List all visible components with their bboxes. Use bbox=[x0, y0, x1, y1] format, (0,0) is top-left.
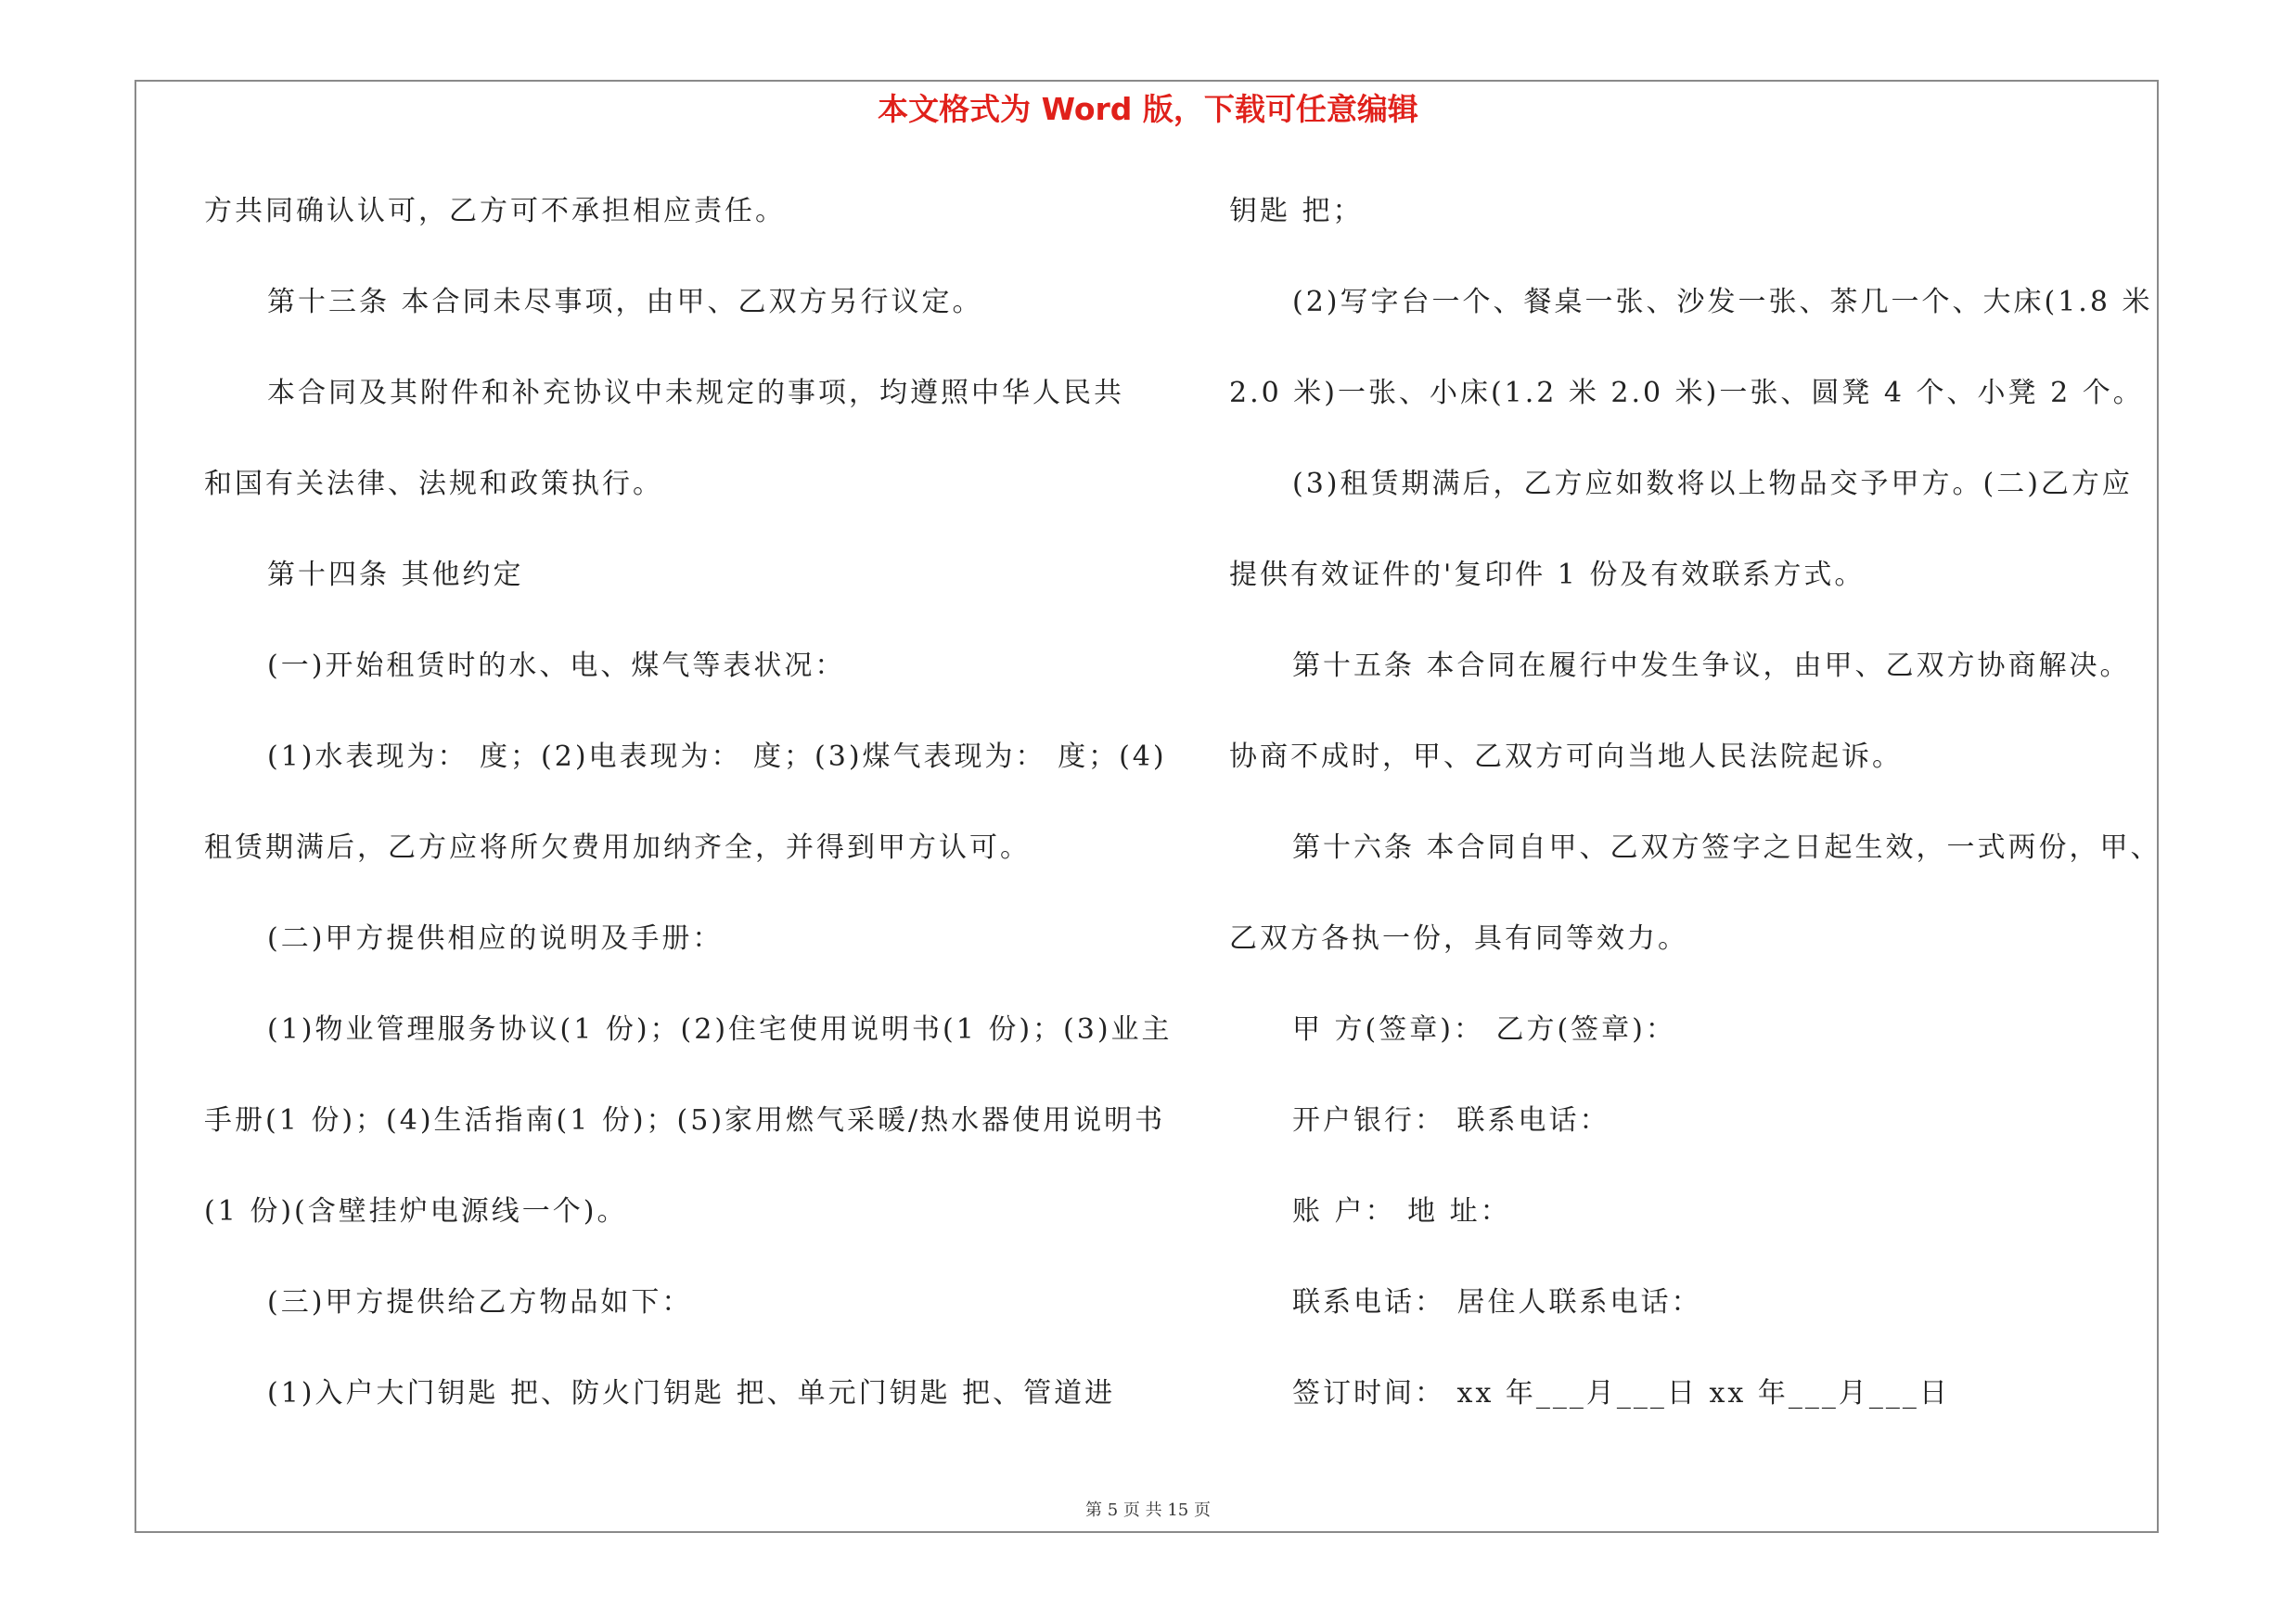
left-column bbox=[204, 184, 1173, 1457]
paragraph-line: 2.0 米)一张、小床(1.2 米 2.0 米)一张、圆凳 4 个、小凳 2 个。 bbox=[1229, 377, 2144, 409]
paragraph-line: 租赁期满后，乙方应将所欠费用加纳齐全，并得到甲方认可。 bbox=[204, 831, 1031, 864]
paragraph-line: 提供有效证件的'复印件 1 份及有效联系方式。 bbox=[1229, 559, 1866, 591]
paragraph-line: (一)开始租赁时的水、电、煤气等表状况： bbox=[267, 650, 846, 682]
paragraph-line: (二)甲方提供相应的说明及手册： bbox=[267, 922, 724, 955]
paragraph-line: 和国有关法律、法规和政策执行。 bbox=[204, 468, 663, 500]
paragraph-line: 手册(1 份)；(4)生活指南(1 份)；(5)家用燃气采暖/热水器使用说明书 bbox=[204, 1104, 1166, 1137]
paragraph-line: 第十四条 其他约定 bbox=[267, 559, 524, 591]
paragraph-line: (2)写字台一个、餐桌一张、沙发一张、茶几一个、大床(1.8 米 bbox=[1292, 286, 2153, 318]
paragraph-line: (3)租赁期满后，乙方应如数将以上物品交予甲方。(二)乙方应 bbox=[1292, 468, 2133, 500]
page-number: 第 5 页 共 15 页 bbox=[1085, 1501, 1211, 1520]
signature-line-phone: 联系电话： 居住人联系电话： bbox=[1292, 1286, 1702, 1319]
paragraph-line: 方共同确认认可，乙方可不承担相应责任。 bbox=[204, 195, 786, 227]
signature-line-date: 签订时间： xx 年___月___日 xx 年___月___日 bbox=[1292, 1377, 1950, 1410]
signature-line-account: 账 户： 地 址： bbox=[1292, 1195, 1511, 1228]
paragraph-line: (1)物业管理服务协议(1 份)；(2)住宅使用说明书(1 份)；(3)业主 bbox=[267, 1013, 1173, 1046]
paragraph-line: 协商不成时，甲、乙双方可向当地人民法院起诉。 bbox=[1229, 741, 1903, 773]
signature-line-bank: 开户银行： 联系电话： bbox=[1292, 1104, 1610, 1137]
paragraph-line: (1)水表现为： 度；(2)电表现为： 度；(3)煤气表现为： 度；(4) bbox=[267, 741, 1167, 773]
paragraph-line: (1 份)(含壁挂炉电源线一个)。 bbox=[204, 1195, 628, 1228]
right-column bbox=[1229, 184, 2166, 1457]
paragraph-line: 第十五条 本合同在履行中发生争议，由甲、乙双方协商解决。 bbox=[1292, 650, 2131, 682]
paragraph-line: (三)甲方提供给乙方物品如下： bbox=[267, 1286, 693, 1319]
paragraph-line: (1)入户大门钥匙 把、防火门钥匙 把、单元门钥匙 把、管道进 bbox=[267, 1377, 1116, 1410]
paragraph-line: 钥匙 把； bbox=[1229, 195, 1364, 227]
paragraph-line: 乙双方各执一份，具有同等效力。 bbox=[1229, 922, 1688, 955]
paragraph-line: 本合同及其附件和补充协议中未规定的事项，均遵照中华人民共 bbox=[267, 377, 1124, 409]
paragraph-line: 第十六条 本合同自甲、乙双方签字之日起生效，一式两份，甲、 bbox=[1292, 831, 2161, 864]
paragraph-line: 第十三条 本合同未尽事项，由甲、乙双方另行议定。 bbox=[267, 286, 983, 318]
signature-line-parties: 甲 方(签章)： 乙方(签章)： bbox=[1292, 1013, 1676, 1046]
word-format-banner: 本文格式为 Word 版，下载可任意编辑 bbox=[878, 91, 1418, 127]
